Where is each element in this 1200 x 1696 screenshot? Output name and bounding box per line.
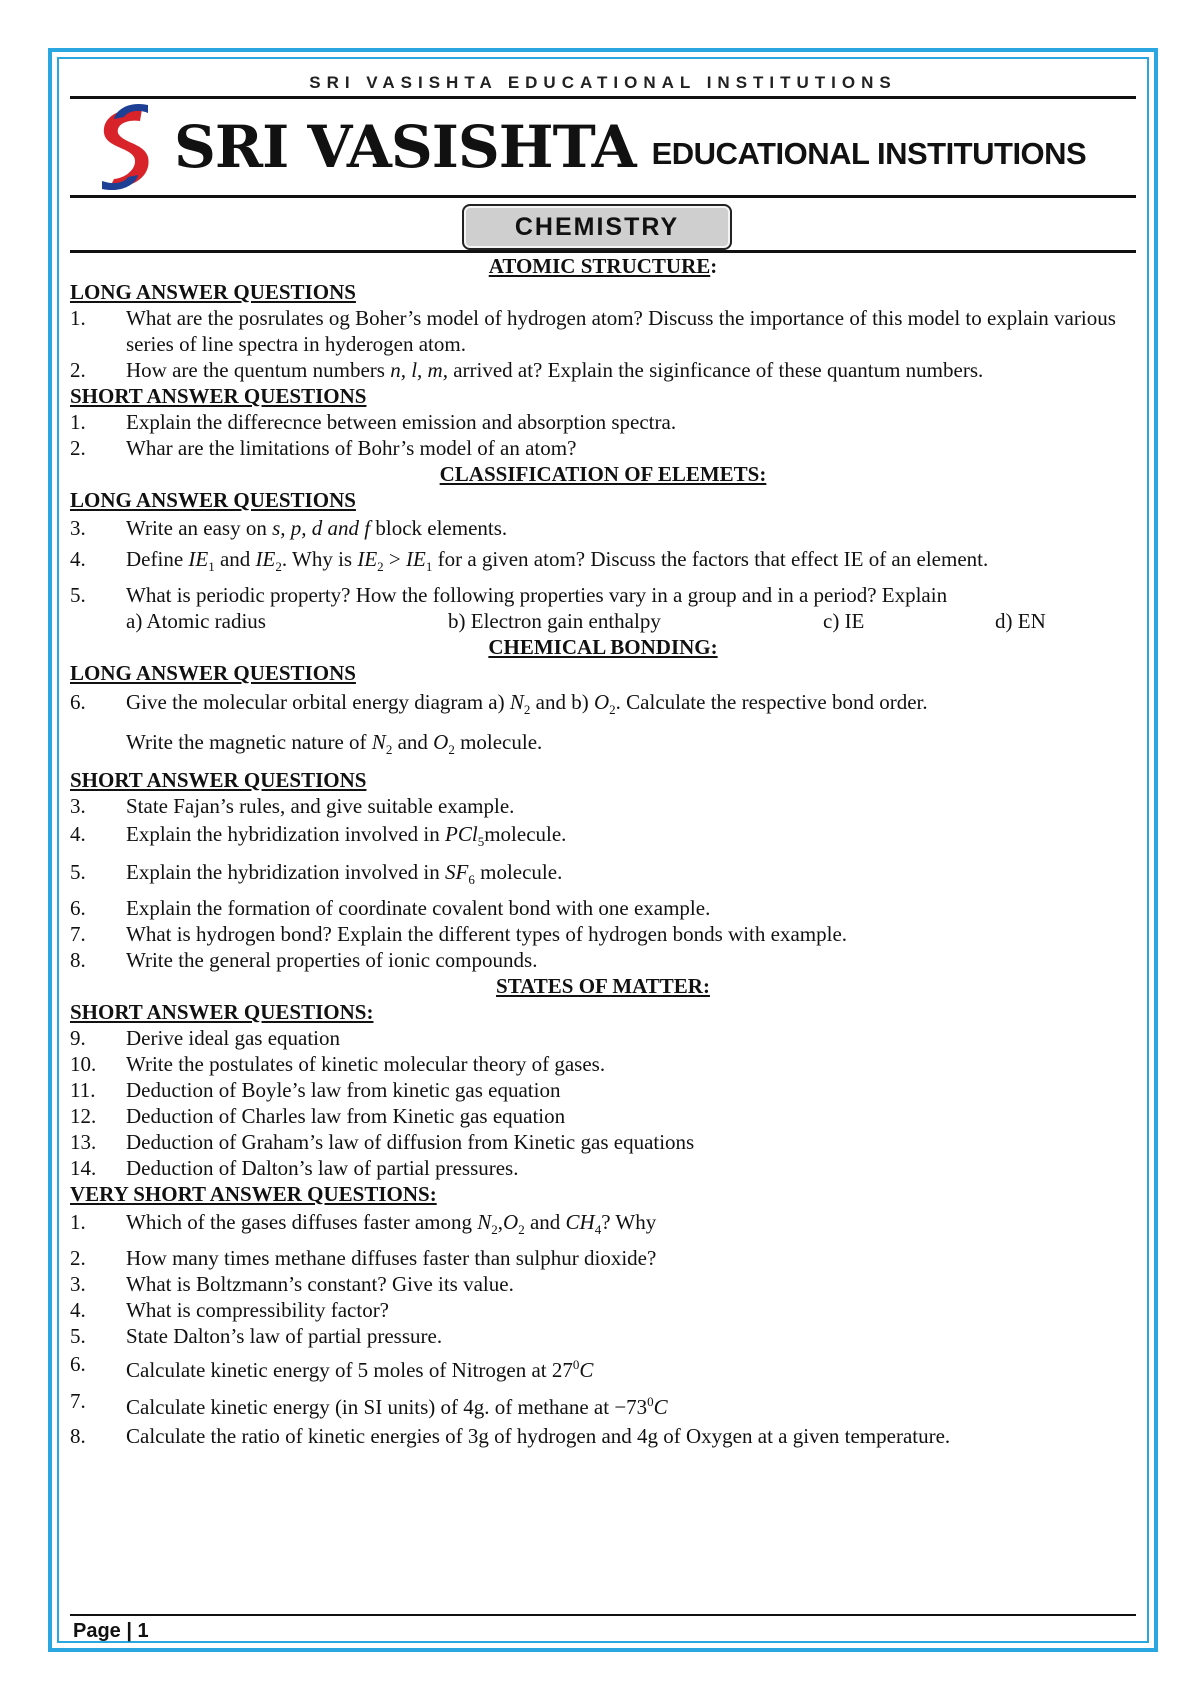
logo-brand-name: SRI VASISHTA [174, 113, 636, 181]
subject-title: CHEMISTRY [462, 204, 732, 250]
section-title-classification: CLASSIFICATION OF ELEMETS: [439, 462, 767, 486]
question-item: 2. How many times methane diffuses faster than sulphur dioxide? [70, 1246, 657, 1271]
question-item: 1. Explain the differecnce between emission and absorption spectra. [70, 410, 677, 434]
question-item: 1. What are the posrulates og Boher’s model of hydrogen atom? Discuss the importance of this model to explain various series of line spectra in hyderogen atom. [70, 306, 1116, 356]
question-item: 2. How are the quentum numbers n, l, m, arrived at? Explain the siginficance of these quantum numbers. [70, 358, 984, 382]
section-title-atomic-structure: ATOMIC STRUCTURE: [488, 254, 718, 278]
logo-brand-subtitle: EDUCATIONAL INSTITUTIONS [651, 136, 1087, 171]
very-short-answer-heading: VERY SHORT ANSWER QUESTIONS: [70, 1181, 437, 1206]
option-b: b) Electron gain enthalpy [448, 609, 661, 634]
question-item: 8. Calculate the ratio of kinetic energies of 3g of hydrogen and 4g of Oxygen at a given temperature. [70, 1424, 951, 1449]
question-item: 4. What is compressibility factor? [70, 1298, 390, 1323]
question-item: 14. Deduction of Dalton’s law of partial pressures. [70, 1155, 519, 1180]
question-item: 4. Explain the hybridization involved in PCl$_5$molecule. [70, 821, 567, 849]
footer-rule [70, 1614, 1136, 1616]
question-item: 3. State Fajan’s rules, and give suitable example. [70, 793, 515, 818]
question-item: 13. Deduction of Graham’s law of diffusion from Kinetic gas equations [70, 1129, 695, 1154]
question-item: 6. Calculate kinetic energy of 5 moles of Nitrogen at $27^0C$ [70, 1352, 594, 1383]
option-c: c) IE [823, 609, 865, 634]
question-item: 10. Write the postulates of kinetic molecular theory of gases. [70, 1051, 606, 1076]
question-item: 4. Define $IE_1$ and $IE_2$. Why is $IE_2 > IE_1$ for a given atom? Discuss the factors that effect IE of an element. [70, 547, 989, 575]
question-item: 3. Write an easy on s, p, d and f block elements. [70, 516, 508, 540]
institution-logo [70, 99, 1136, 195]
question-item: 3. What is Boltzmann’s constant? Give its value. [70, 1272, 514, 1297]
question-body [70, 253, 1136, 1449]
short-answer-heading: SHORT ANSWER QUESTIONS [70, 384, 367, 408]
question-item: 2. Whar are the limitations of Bohr’s model of an atom? [70, 436, 577, 460]
page-content [70, 70, 1136, 1449]
short-answer-heading: SHORT ANSWER QUESTIONS [70, 767, 367, 792]
section-title-states-of-matter: STATES OF MATTER: [496, 973, 710, 998]
question-item: 11. Deduction of Boyle’s law from kinetic gas equation [70, 1077, 561, 1102]
question-item: 7. What is hydrogen bond? Explain the different types of hydrogen bonds with example. [70, 921, 848, 946]
question-item: 7. Calculate kinetic energy (in SI units) of 4g. of methane at $-73^0C$ [70, 1389, 668, 1420]
option-a: a) Atomic radius [126, 609, 266, 634]
s-logo-icon [90, 103, 160, 191]
institution-header-text: SRI VASISHTA EDUCATIONAL INSTITUTIONS [309, 73, 897, 92]
long-answer-heading: LONG ANSWER QUESTIONS [70, 661, 356, 686]
question-item: 6. Give the molecular orbital energy diagram a) $N_2$ and b) $O_2$. Calculate the respective bond order. Write the magnetic nature of $N_2$ and $O_2$ molecule. [70, 690, 928, 758]
question-item: 5. What is periodic property? How the following properties vary in a group and in a period? Explain [70, 583, 948, 608]
option-d: d) EN [995, 609, 1046, 634]
page-number: Page | 1 [73, 1620, 149, 1642]
long-answer-heading: LONG ANSWER QUESTIONS [70, 488, 356, 512]
question-item: 1. Which of the gases diffuses faster among $N_2,O_2$ and $CH_4$? Why [70, 1209, 657, 1238]
question-item: 9. Derive ideal gas equation [70, 1025, 340, 1050]
section-title-chemical-bonding: CHEMICAL BONDING: [488, 635, 718, 660]
question-item: 5. Explain the hybridization involved in $SF_6$ molecule. [70, 859, 563, 887]
question-item: 5. State Dalton’s law of partial pressure. [70, 1324, 443, 1349]
long-answer-heading: LONG ANSWER QUESTIONS [70, 280, 356, 304]
option-row [70, 608, 1136, 634]
question-item: 8. Write the general properties of ionic compounds. [70, 947, 538, 972]
question-item: 6. Explain the formation of coordinate covalent bond with one example. [70, 895, 711, 920]
short-answer-heading: SHORT ANSWER QUESTIONS: [70, 999, 374, 1024]
subject-banner [70, 198, 1136, 256]
question-item: 12. Deduction of Charles law from Kinetic gas equation [70, 1103, 566, 1128]
